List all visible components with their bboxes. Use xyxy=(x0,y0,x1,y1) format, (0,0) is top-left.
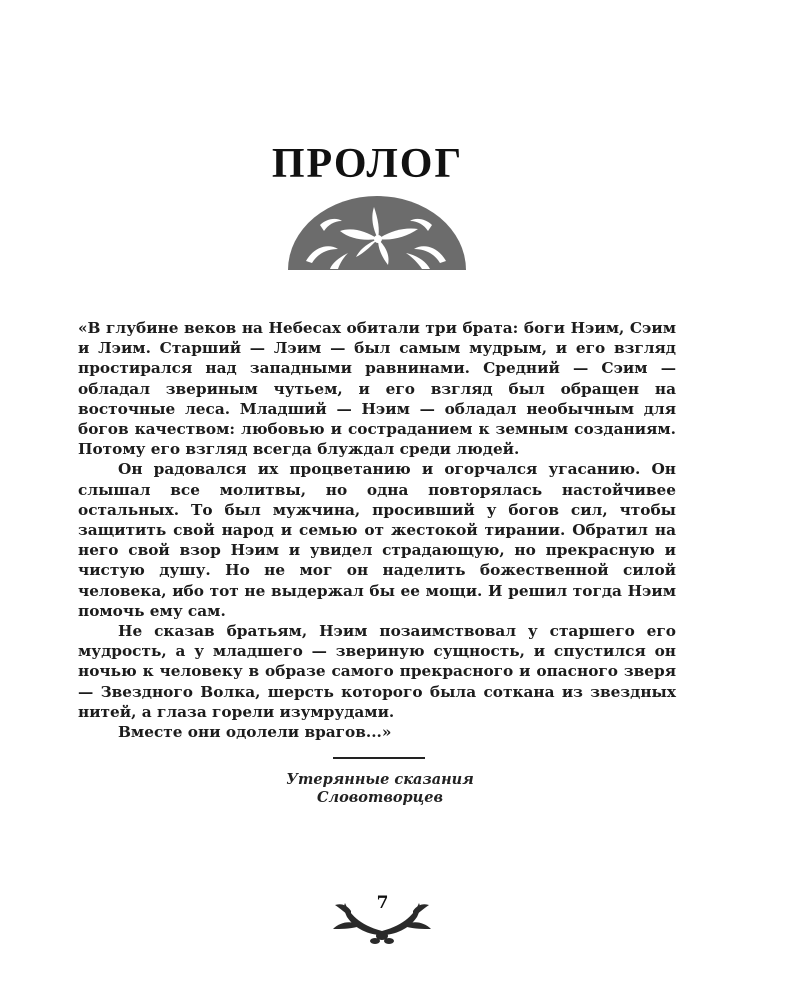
source-attribution xyxy=(180,771,580,807)
page-number: 7 xyxy=(376,893,389,913)
prologue-text xyxy=(78,318,676,742)
source-line-2: Словотворцев xyxy=(316,789,444,806)
paragraph: Он радовался их процветанию и огорчался угасанию. Он слышал все молитвы, но одна повторялась настойчивее остальных. То был мужчина, просивший у богов сил, чтобы защитить свой народ и семью от жестокой тирании. Обратил на него свой взор Нэим и увидел страдающую, но прекрасную и чистую душу. Но не мог он наделить божественной силой человека, ибо тот не выдержал бы ее мощи. И решил тогда Нэим помочь ему сам. xyxy=(78,460,676,620)
folio xyxy=(325,893,440,945)
paragraph: Вместе они одолели врагов...» xyxy=(118,723,392,742)
paragraph: «В глубине веков на Небесах обитали три брата: боги Нэим, Сэим и Лэим. Старший — Лэим — был самым мудрым, и его взгляд простирался над западными равнинами. Средний — Сэим — обладал звериным чутьем, и его взгляд был обращен на восточные леса. Младший — Нэим — обладал необычным для богов качеством: любовью и состраданием к земным созданиям. Потому его взгляд всегда блуждал среди людей. xyxy=(78,319,676,459)
paragraph: Не сказав братьям, Нэим позаимствовал у старшего его мудрость, а у младшего — звериную сущность, и спустился он ночью к человеку в образе самого прекрасного и опасного зверя — Звездного Волка, шерсть которого была соткана из звездных нитей, а глаза горели изумрудами. xyxy=(78,622,676,721)
floral-semicircle-ornament xyxy=(286,195,468,270)
divider xyxy=(333,757,425,759)
source-line-1: Утерянные сказания xyxy=(286,771,474,788)
chapter-title: ПРОЛОГ xyxy=(271,141,464,188)
